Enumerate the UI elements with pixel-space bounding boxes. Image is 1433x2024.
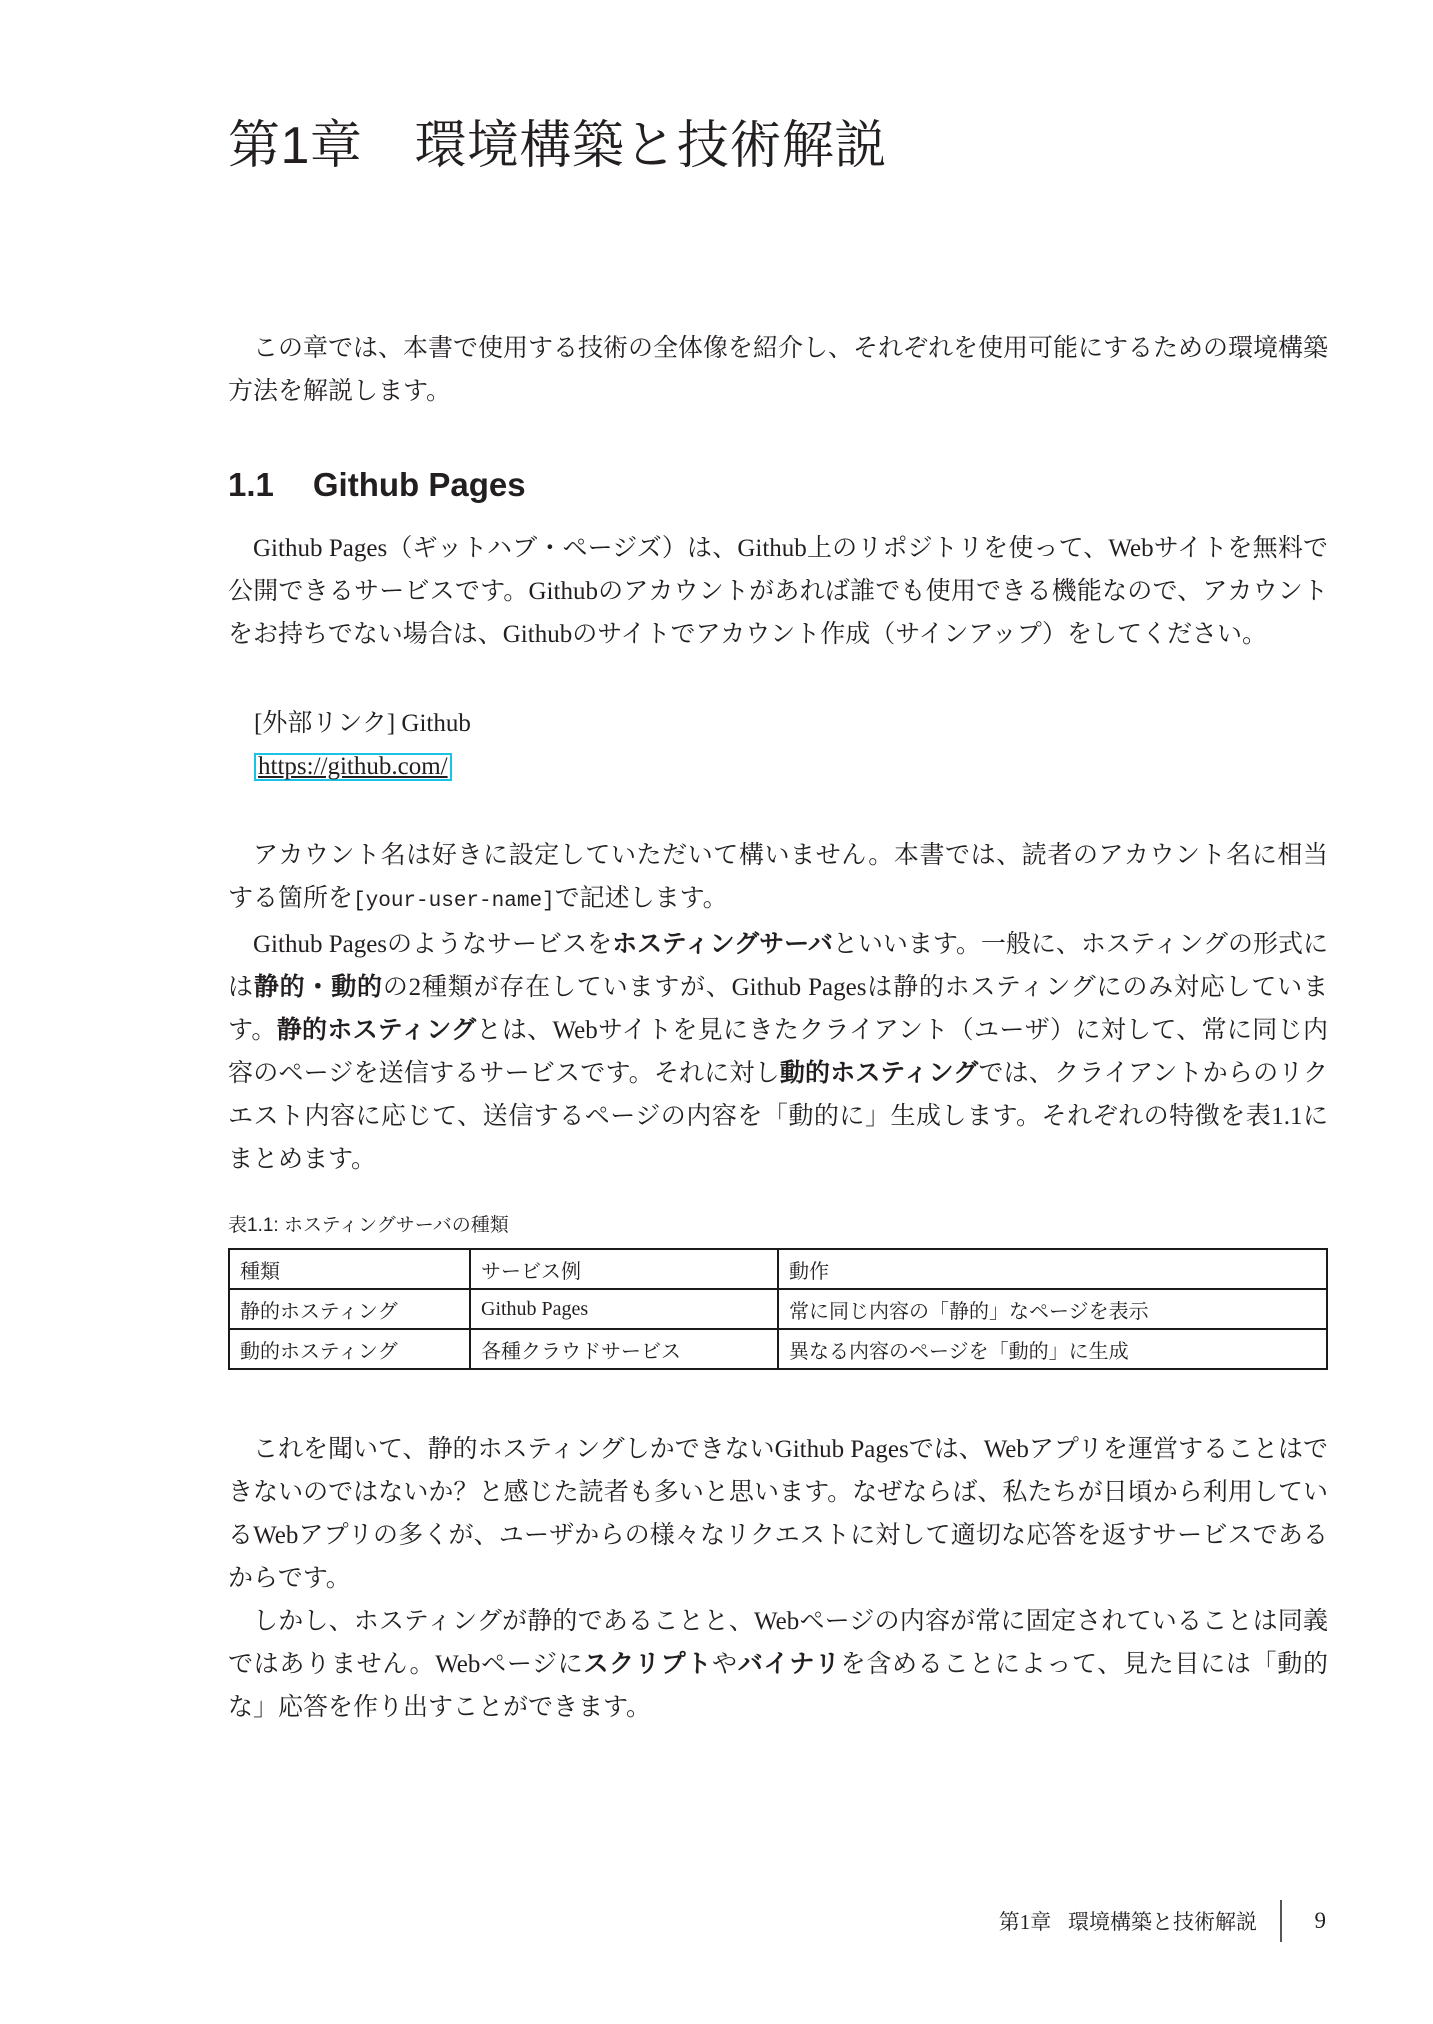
external-link-label: [外部リンク] Github	[254, 710, 471, 737]
table-cell: 常に同じ内容の「静的」なページを表示	[778, 1289, 1327, 1329]
table-cell: 動的ホスティング	[229, 1329, 470, 1369]
table-cell: 異なる内容のページを「動的」に生成	[778, 1329, 1327, 1369]
bold-term: 静的・動的	[253, 973, 383, 1001]
inline-code: [your-user-name]	[353, 890, 555, 913]
running-head	[900, 1909, 1257, 1935]
text-segment: Github Pagesのようなサービスを	[253, 931, 613, 958]
text-segment: では、クライアントからのリクエスト内容に応じて、送信するページの内容を「動的に」生成します。それぞれの特徴を表1.1にまとめます。	[228, 1060, 1328, 1173]
table-caption: 表1.1: ホスティングサーバの種類	[228, 1215, 509, 1236]
table-cell: 各種クラウドサービス	[470, 1329, 778, 1369]
github-link[interactable]: https://github.com/	[254, 753, 452, 781]
paragraph-block-3	[228, 1428, 1328, 1729]
table-row	[229, 1329, 1327, 1369]
section-title: Github Pages	[312, 466, 526, 503]
bold-term: 静的ホスティング	[276, 1016, 477, 1044]
text-segment: とは、Webサイトを見にきたクライアント（ユーザ）に対して、常に同じ内容のページを送信するサービスです。それに対し	[228, 1017, 1328, 1087]
running-head-chapter-number: 第1章	[998, 1910, 1052, 1934]
paragraph-block-2	[228, 834, 1328, 1181]
bold-term: 動的ホスティング	[779, 1059, 979, 1087]
text-segment: といいます。一般に、ホスティングの形式には	[228, 931, 1328, 1001]
text-segment: や	[712, 1651, 738, 1678]
intro-paragraph: この章では、本書で使用する技術の全体像を紹介し、それぞれを使用可能にするための環境構築方法を解説します。	[228, 335, 1329, 405]
table-header-cell: 動作	[778, 1249, 1327, 1289]
text-segment: を含めることによって、見た目には「動的な」応答を作り出すことができます。	[228, 1651, 1328, 1721]
paragraph-hosting-server	[228, 923, 1328, 1181]
text-segment: の2種類が存在していますが、Github Pagesは静的ホスティングにのみ対応しています。	[228, 974, 1328, 1044]
intro-block	[228, 327, 1328, 413]
page-number: 9	[1314, 1908, 1326, 1933]
section-number: 1.1	[228, 466, 274, 503]
chapter-name: 環境構築と技術解説	[414, 117, 887, 175]
table-cell: Github Pages	[470, 1289, 778, 1329]
text-segment: アカウント名は好きに設定していただいて構いません。本書では、読者のアカウント名に相当する箇所を	[228, 842, 1328, 912]
table-header-cell: 種類	[229, 1249, 470, 1289]
paragraph-github-pages-intro: Github Pages（ギットハブ・ページズ）は、Github上のリポジトリを使って、Webサイトを無料で公開できるサービスです。Githubのアカウントがあれば誰でも使用できる機能なので、アカウントをお持ちでない場合は、Githubのサイトでアカウント作成（サインアップ）をしてください。	[228, 535, 1328, 648]
paragraph-static-dynamic	[228, 1600, 1328, 1729]
table-row	[229, 1289, 1327, 1329]
bold-term: スクリプト	[583, 1650, 713, 1678]
table-header-cell: サービス例	[470, 1249, 778, 1289]
chapter-number: 第1章	[228, 117, 363, 175]
chapter-title	[228, 116, 887, 176]
text-segment: しかし、ホスティングが静的であることと、Webページの内容が常に固定されていることは同義ではありません。Webページに	[228, 1608, 1328, 1678]
external-link-block	[254, 702, 471, 788]
hosting-table	[228, 1248, 1328, 1370]
table-cell: 静的ホスティング	[229, 1289, 470, 1329]
paragraph-block-1	[228, 527, 1328, 656]
bold-term: バイナリ	[737, 1650, 841, 1678]
footer-divider	[1280, 1900, 1282, 1942]
bold-term: ホスティングサーバ	[612, 930, 833, 958]
paragraph-account-name	[228, 834, 1328, 923]
text-segment: で記述します。	[554, 885, 728, 912]
paragraph-webapp-question: これを聞いて、静的ホスティングしかできないGithub Pagesでは、Webアプリを運営することはできないのではないか？と感じた読者も多いと思います。なぜならば、私たちが日頃から利用しているWebアプリの多くが、ユーザからの様々なリクエストに対して適切な応答を返すサービスであるからです。	[228, 1436, 1328, 1592]
section-heading	[228, 465, 526, 505]
table-header-row	[229, 1249, 1327, 1289]
running-head-chapter-name: 環境構築と技術解説	[1068, 1910, 1257, 1934]
